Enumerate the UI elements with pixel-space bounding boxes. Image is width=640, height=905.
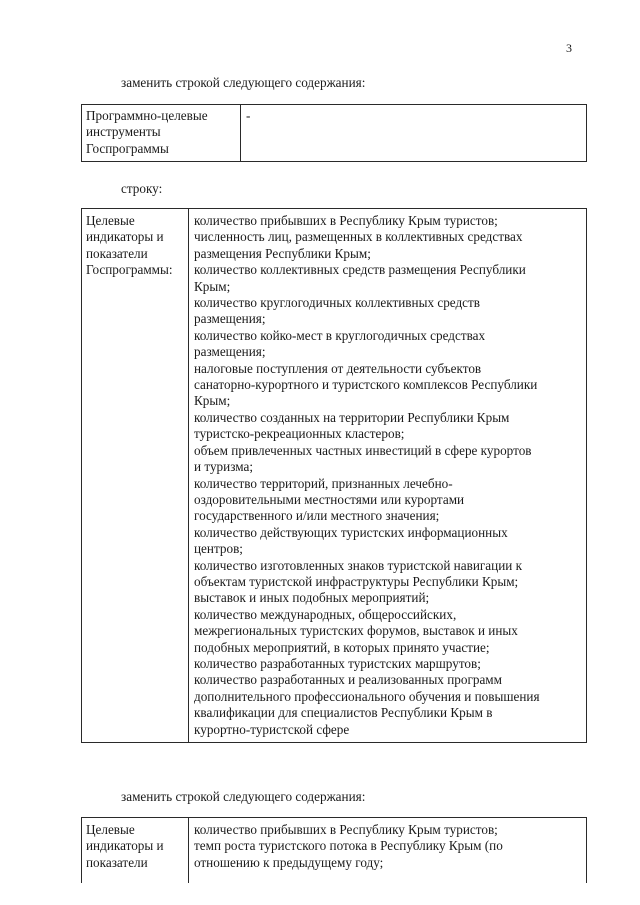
value-line: подобных мероприятий, в которых принято участие;	[194, 639, 490, 655]
value-line: размещения;	[194, 311, 266, 327]
label-line: индикаторы и	[86, 229, 164, 245]
label-line: показатели	[86, 245, 148, 261]
value-line: курортно-туристской сфере	[194, 721, 350, 737]
value-line: объектам туристской инфраструктуры Республики Крым;	[194, 573, 519, 589]
table-row	[82, 209, 587, 743]
value-line: количество разработанных туристских маршрутов;	[194, 655, 481, 671]
value-line: количество территорий, признанных лечебно-	[194, 475, 453, 491]
row-label-cell	[82, 209, 189, 743]
value-line: количество разработанных и реализованных программ	[194, 672, 502, 688]
label-line: показатели	[86, 854, 148, 870]
value-line: отношению к предыдущему году;	[194, 854, 384, 870]
value-line: туристско-рекреационных кластеров;	[194, 426, 405, 442]
value-line: количество международных, общероссийских,	[194, 606, 457, 622]
tools-table	[81, 104, 587, 162]
label-line: Целевые	[86, 822, 135, 837]
value-line: размещения;	[194, 344, 266, 360]
value-line: количество прибывших в Республику Крым туристов;	[194, 822, 498, 837]
value-line: размещения Республики Крым;	[194, 245, 371, 261]
label-line: Госпрограммы:	[86, 262, 173, 278]
value-line: численность лиц, размещенных в коллективных средствах	[194, 229, 523, 245]
value-line: выставок и иных подобных мероприятий;	[194, 590, 430, 606]
value-line: Крым;	[194, 393, 231, 409]
label-line: инструменты	[86, 124, 161, 140]
row-label-cell	[82, 818, 189, 884]
value-line: количество созданных на территории Республики Крым	[194, 409, 510, 425]
value-line: количество действующих туристских информационных	[194, 524, 508, 540]
value-line: санаторно-курортного и туристского комплексов Республики	[194, 377, 538, 393]
value-line: Крым;	[194, 278, 231, 294]
table-row	[82, 105, 587, 162]
value-line: количество коллективных средств размещения Республики	[194, 262, 526, 278]
indicators-table-new	[81, 817, 587, 883]
value-line: количество прибывших в Республику Крым туристов;	[194, 213, 498, 228]
row-label-cell	[82, 105, 241, 162]
row-value-cell	[241, 105, 587, 162]
value-line: количество круглогодичных коллективных средств	[194, 295, 481, 311]
value-line: и туризма;	[194, 459, 253, 475]
value-line: объем привлеченных частных инвестиций в сфере курортов	[194, 442, 532, 458]
label-line: Госпрограммы	[86, 140, 169, 156]
label-line: Программно-целевые	[86, 108, 208, 123]
value-line: количество койко-мест в круглогодичных средствах	[194, 327, 486, 343]
replace-instruction-2: заменить строкой следующего содержания:	[121, 789, 366, 804]
value-line: количество изготовленных знаков туристской навигации к	[194, 557, 523, 573]
label-line: индикаторы и	[86, 838, 164, 854]
value-line: налоговые поступления от деятельности субъектов	[194, 360, 482, 376]
value-line: темп роста туристского потока в Республику Крым (по	[194, 838, 503, 854]
value-line: дополнительного профессионального обучения и повышения	[194, 688, 540, 704]
table-row	[82, 818, 587, 884]
value-line: -	[246, 108, 251, 123]
value-line: квалификации для специалистов Республики Крым в	[194, 705, 493, 721]
page-number: 3	[566, 41, 572, 55]
value-line: межрегиональных туристских форумов, выставок и иных	[194, 623, 518, 639]
string-label: строку:	[121, 181, 163, 196]
value-line: оздоровительными местностями или курортами	[194, 491, 465, 507]
row-value-cell	[189, 209, 587, 743]
value-line: центров;	[194, 541, 243, 557]
indicators-table-old	[81, 208, 587, 743]
label-line: Целевые	[86, 213, 135, 228]
row-value-cell	[189, 818, 587, 884]
replace-instruction-1: заменить строкой следующего содержания:	[121, 75, 366, 90]
value-line: государственного и/или местного значения;	[194, 508, 440, 524]
